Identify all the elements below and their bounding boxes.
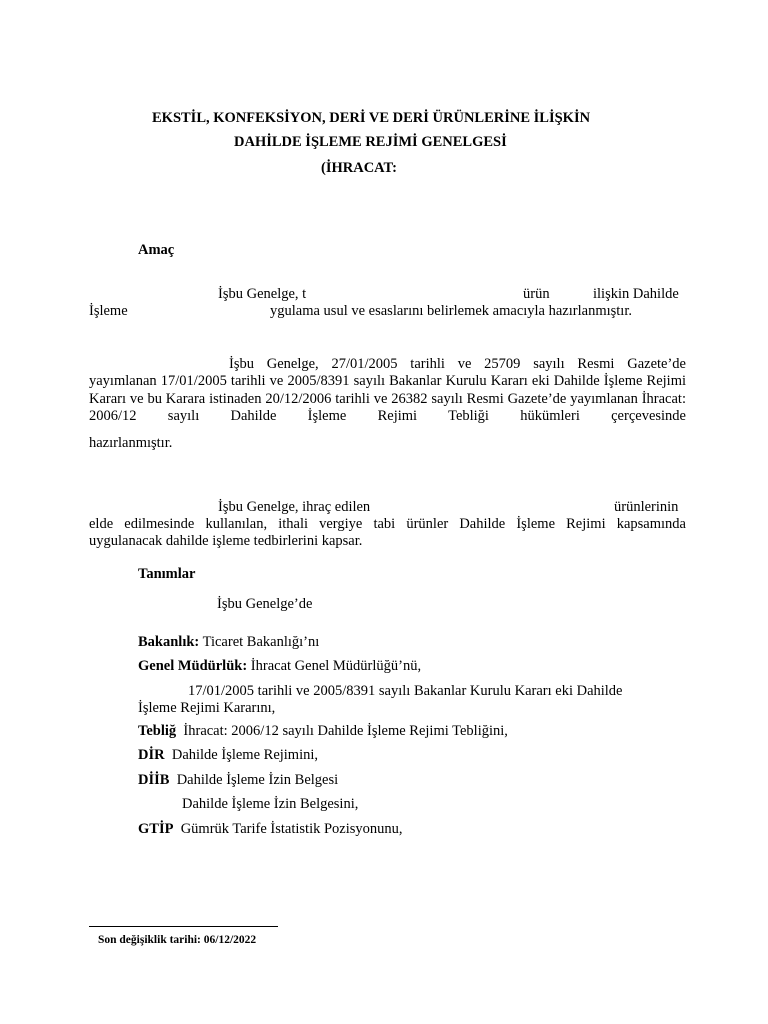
- definition-text: Dahilde İşleme Rejimini,: [164, 747, 319, 763]
- definition-karar-line1: 17/01/2005 tarihli ve 2005/8391 sayılı Bakanlar Kurulu Kararı eki Dahilde: [188, 683, 623, 699]
- definition-dir: [138, 747, 318, 764]
- definition-term: GTİP: [138, 821, 174, 837]
- dayanak-body: yayımlanan 17/01/2005 tarihli ve 2005/8391 sayılı Bakanlar Kurulu Kararı eki Dahilde İşleme Rejimi Kararı ve bu Karara istinaden 20/12/2006 tarihli ve 26382 sayılı Resmi Gazete’de yayımlanan İhracat: 2006/12 sayılı Dahilde İşleme Rejimi Tebliği hükümleri çerçevesinde: [89, 373, 686, 424]
- dayanak-last-line: hazırlanmıştır.: [89, 435, 173, 451]
- title-line-3: (İHRACAT:: [321, 160, 397, 176]
- tanimlar-intro: İşbu Genelge’de: [217, 596, 313, 612]
- title-line-1: EKSTİL, KONFEKSİYON, DERİ VE DERİ ÜRÜNLERİNE İLİŞKİN: [152, 110, 591, 126]
- definition-text: İhracat: 2006/12 sayılı Dahilde İşleme Rejimi Tebliğini,: [176, 723, 508, 739]
- definition-term: Tebliğ: [138, 723, 177, 739]
- definition-diib-line2: Dahilde İşleme İzin Belgesini,: [182, 796, 359, 812]
- heading-amac: Amaç: [138, 242, 175, 258]
- amac-line1-part-b: ürün: [523, 286, 550, 302]
- definition-gtip: [138, 821, 403, 838]
- amac-line1-part-a: İşbu Genelge, t: [218, 286, 307, 302]
- definition-text: İhracat Genel Müdürlüğü’nü,: [247, 658, 422, 674]
- definition-bakanlik: [138, 634, 319, 651]
- definition-genel-mudurluk: [138, 658, 421, 675]
- kapsam-line1-part-a: İşbu Genelge, ihraç edilen: [218, 499, 371, 515]
- definition-diib: [138, 772, 338, 789]
- kapsam-line1-part-b: ürünlerinin: [614, 499, 679, 515]
- dayanak-first-line: İşbu Genelge, 27/01/2005 tarihli ve 25709 sayılı Resmi Gazete’de: [229, 356, 686, 372]
- heading-tanimlar: Tanımlar: [138, 566, 196, 582]
- definition-text: Dahilde İşleme İzin Belgesi: [169, 772, 339, 788]
- kapsam-line3: uygulanacak dahilde işleme tedbirlerini kapsar.: [89, 533, 363, 549]
- amac-line2-part-a: İşleme: [89, 303, 128, 319]
- definition-text: Ticaret Bakanlığı’nı: [199, 634, 320, 650]
- definition-teblig: [138, 723, 508, 740]
- footnote-last-modified: Son değişiklik tarihi: 06/12/2022: [98, 934, 257, 946]
- definition-term: Genel Müdürlük:: [138, 658, 248, 674]
- title-line-2: DAHİLDE İŞLEME REJİMİ GENELGESİ: [234, 134, 507, 150]
- definition-term: DİİB: [138, 772, 170, 788]
- amac-line1-part-c: ilişkin Dahilde: [593, 286, 679, 302]
- footnote-separator: [89, 926, 278, 927]
- definition-term: Bakanlık:: [138, 634, 200, 650]
- definition-text: Gümrük Tarife İstatistik Pozisyonunu,: [173, 821, 403, 837]
- definition-karar-line2: İşleme Rejimi Kararını,: [138, 700, 276, 716]
- definition-term: DİR: [138, 747, 165, 763]
- kapsam-line2: elde edilmesinde kullanılan, ithali vergiye tabi ürünler Dahilde İşleme Rejimi kapsamında: [89, 516, 686, 532]
- amac-line2-part-b: ygulama usul ve esaslarını belirlemek amacıyla hazırlanmıştır.: [270, 303, 632, 319]
